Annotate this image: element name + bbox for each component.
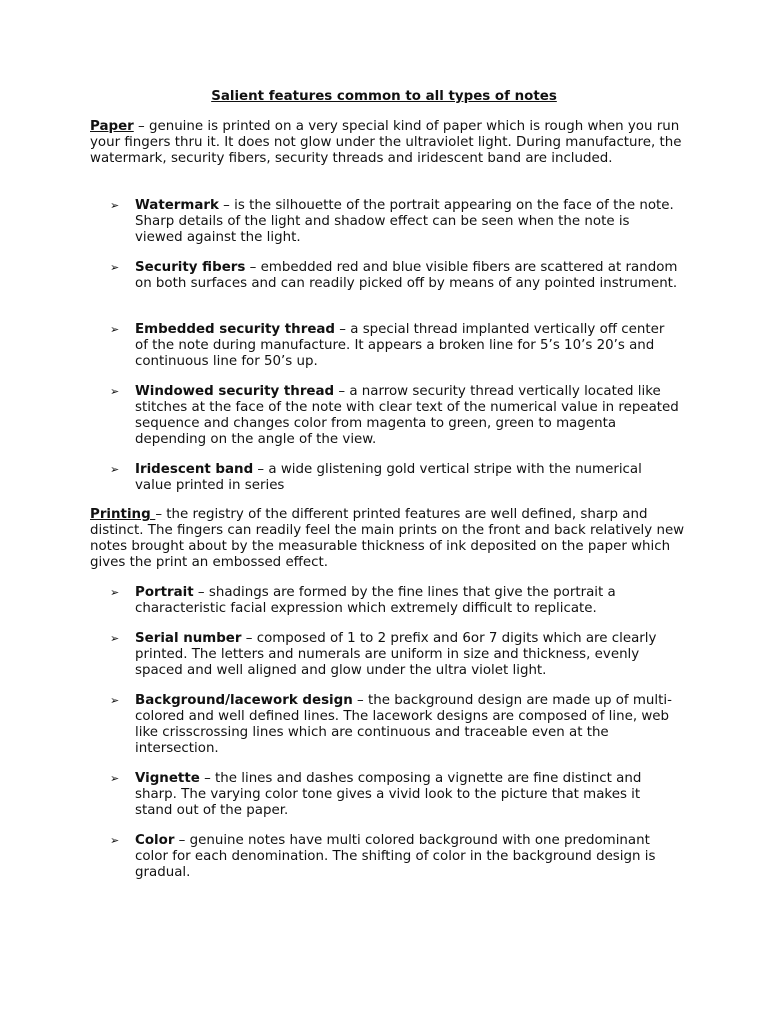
arrow-bullet-icon: ➢ [110, 772, 120, 785]
item-text: – is the silhouette of the portrait appearing on the face of the note. Sharp details of the light and shadow effect can be seen when the note is viewed against the light. [135, 198, 674, 245]
item-term: Vignette [135, 771, 200, 786]
item-text: – the background design are made up of multi-colored and well defined lines. The lacework designs are composed of line, web like crisscrossing lines which are continuous and traceable even at the intersection. [135, 693, 672, 756]
arrow-bullet-icon: ➢ [110, 694, 120, 707]
document-title: Salient features common to all types of notes [211, 89, 557, 104]
arrow-bullet-icon: ➢ [110, 385, 120, 398]
item-text: – genuine notes have multi colored background with one predominant color for each denomination. The shifting of color in the background design is gradual. [135, 833, 656, 880]
item-text: – composed of 1 to 2 prefix and 6or 7 digits which are clearly printed. The letters and numerals are uniform in size and thickness, evenly spaced and well aligned and glow under the ultra violet light. [135, 631, 657, 678]
arrow-bullet-icon: ➢ [110, 632, 120, 645]
printing-text: – the registry of the different printed features are well defined, sharp and distinct. The fingers can readily feel the main prints on the front and back relatively new notes brought about by the measurable thickness of ink deposited on the paper which gives the print an embossed effect. [90, 507, 685, 570]
arrow-bullet-icon: ➢ [110, 323, 120, 336]
item-text: – embedded red and blue visible fibers are scattered at random on both surfaces and can readily picked off by means of any pointed instrument. [135, 260, 678, 291]
item-term: Background/lacework design [135, 693, 353, 708]
item-text: – the lines and dashes composing a vignette are fine distinct and sharp. The varying color tone gives a vivid look to the picture that makes it stand out of the paper. [135, 771, 642, 818]
arrow-bullet-icon: ➢ [110, 261, 120, 274]
section-label-paper: Paper [90, 119, 134, 134]
printing-paragraph [90, 507, 690, 571]
item-term: Serial number [135, 631, 242, 646]
paper-text: – genuine is printed on a very special kind of paper which is rough when you run your fingers thru it. It does not glow under the ultraviolet light. During manufacture, the watermark, security fibers, security threads and iridescent band are included. [90, 119, 682, 166]
arrow-bullet-icon: ➢ [110, 199, 120, 212]
arrow-bullet-icon: ➢ [110, 834, 120, 847]
item-term: Color [135, 833, 175, 848]
item-term: Security fibers [135, 260, 246, 275]
item-term: Portrait [135, 585, 194, 600]
item-text: – a narrow security thread vertically located like stitches at the face of the note with clear text of the numerical value in repeated sequence and changes color from magenta to green, green to magenta depending on the angle of the view. [135, 384, 679, 447]
arrow-bullet-icon: ➢ [110, 463, 120, 476]
paper-paragraph [90, 119, 690, 167]
item-text: – a wide glistening gold vertical stripe with the numerical value printed in series [135, 462, 642, 493]
item-term: Iridescent band [135, 462, 254, 477]
item-text: – shadings are formed by the fine lines that give the portrait a characteristic facial expression which extremely difficult to replicate. [135, 585, 616, 616]
item-term: Windowed security thread [135, 384, 335, 399]
item-text: – a special thread implanted vertically off center of the note during manufacture. It appears a broken line for 5’s 10’s 20’s and continuous line for 50’s up. [135, 322, 665, 369]
item-term: Embedded security thread [135, 322, 336, 337]
section-label-printing: Printing [90, 507, 156, 522]
item-term: Watermark [135, 198, 219, 213]
arrow-bullet-icon: ➢ [110, 586, 120, 599]
